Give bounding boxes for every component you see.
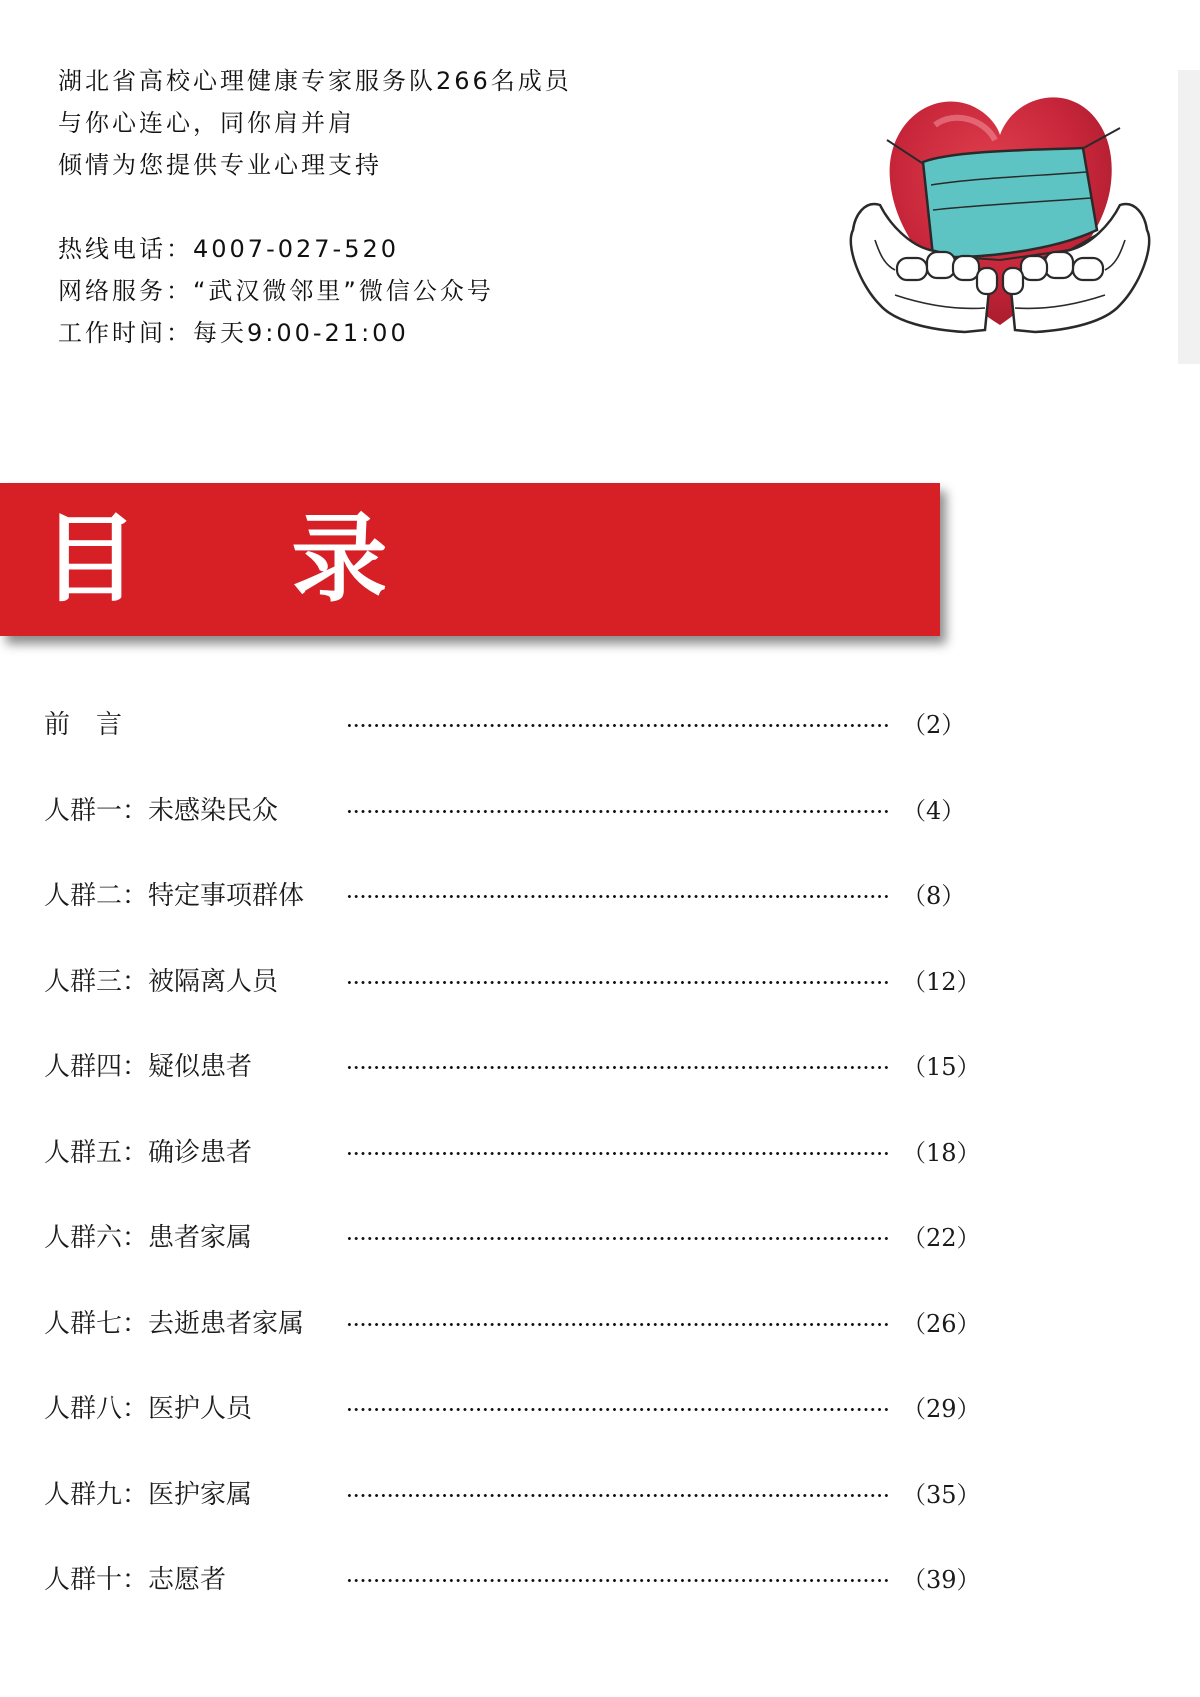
toc-entry-page: （39） xyxy=(902,1566,981,1594)
toc-entry-page: （15） xyxy=(902,1053,981,1081)
heart-with-mask-in-hands-icon xyxy=(835,80,1165,350)
toc-entry[interactable] xyxy=(44,1379,984,1465)
toc-leader-dots xyxy=(346,1494,890,1497)
toc-entry[interactable] xyxy=(44,1550,984,1636)
toc-leader-dots xyxy=(346,895,890,898)
toc-leader-dots xyxy=(346,1152,890,1155)
toc-entry-page: （4） xyxy=(902,796,966,825)
work-hours-text: 工作时间：每天9:00-21:00 xyxy=(58,319,409,347)
toc-entry-page: （12） xyxy=(902,967,981,996)
toc-entry-label: 人群五：确诊患者 xyxy=(44,1137,253,1168)
toc-entry[interactable] xyxy=(44,1465,984,1551)
toc-entry-label: 前 言 xyxy=(44,710,123,740)
toc-entry-label: 人群七：去逝患者家属 xyxy=(44,1308,305,1339)
toc-entry-page: （8） xyxy=(902,882,966,910)
toc-leader-dots xyxy=(346,981,890,984)
toc-leader-dots xyxy=(346,1579,890,1582)
toc-entry-label: 人群四：疑似患者 xyxy=(44,1052,253,1082)
toc-entry[interactable] xyxy=(44,952,984,1038)
toc-title: 目 录 xyxy=(42,503,448,615)
hotline-text: 热线电话：4007-027-520 xyxy=(58,235,400,263)
toc-entry-label: 人群八：医护人员 xyxy=(44,1394,253,1424)
intro-block xyxy=(58,60,572,354)
intro-line: 倾情为您提供专业心理支持 xyxy=(58,151,382,179)
toc-leader-dots xyxy=(346,724,890,727)
toc-leader-dots xyxy=(346,1237,890,1240)
toc-entry-label: 人群十：志愿者 xyxy=(44,1565,227,1595)
toc-leader-dots xyxy=(346,1408,890,1411)
toc-entry[interactable] xyxy=(44,781,984,867)
toc-entry[interactable] xyxy=(44,1037,984,1123)
toc-entry-page: （2） xyxy=(902,711,966,739)
toc-entry-label: 人群二：特定事项群体 xyxy=(44,881,305,911)
toc-entry[interactable] xyxy=(44,866,984,952)
toc-entry[interactable] xyxy=(44,1123,984,1209)
toc-entry-page: （29） xyxy=(902,1395,981,1423)
toc-entry-page: （35） xyxy=(902,1480,981,1509)
intro-line: 与你心连心，同你肩并肩 xyxy=(58,109,355,137)
toc-entry[interactable] xyxy=(44,1294,984,1380)
toc-entry-page: （22） xyxy=(902,1224,981,1252)
intro-line: 湖北省高校心理健康专家服务队266名成员 xyxy=(58,67,572,95)
toc-entry-page: （18） xyxy=(902,1138,981,1167)
toc-leader-dots xyxy=(346,1066,890,1069)
toc-entry-label: 人群三：被隔离人员 xyxy=(44,966,279,997)
side-strip xyxy=(1178,70,1200,364)
toc-entry-label: 人群一：未感染民众 xyxy=(44,795,279,826)
toc-leader-dots xyxy=(346,810,890,813)
table-of-contents xyxy=(44,695,984,1636)
toc-entry-page: （26） xyxy=(902,1309,981,1338)
toc-entry[interactable] xyxy=(44,1208,984,1294)
toc-entry[interactable] xyxy=(44,695,984,781)
toc-banner xyxy=(0,483,940,636)
online-service-text: 网络服务：“武汉微邻里”微信公众号 xyxy=(58,277,494,305)
toc-leader-dots xyxy=(346,1323,890,1326)
toc-entry-label: 人群六：患者家属 xyxy=(44,1223,253,1253)
toc-entry-label: 人群九：医护家属 xyxy=(44,1479,253,1510)
